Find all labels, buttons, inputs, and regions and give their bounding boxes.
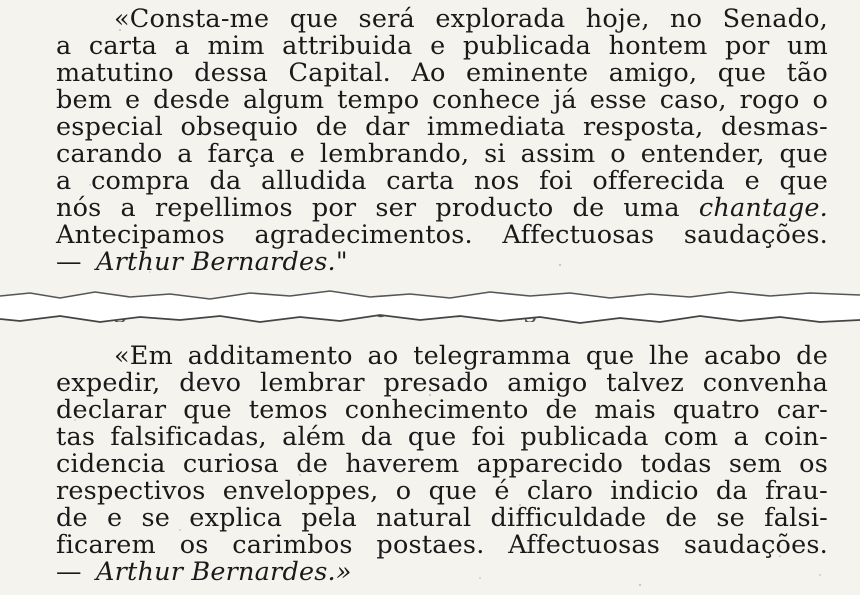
text-line: «Consta-me que será explorada hoje, no Senado,: [114, 4, 828, 34]
text-segment: nós a repellimos por ser producto de uma: [56, 193, 680, 223]
telegram-1-block: [0, 0, 860, 290]
telegram-2-block: [0, 322, 860, 595]
em-dash: —: [56, 247, 82, 277]
signature: Arthur Bernardes.»: [96, 557, 352, 587]
text-line: de e se explica pela natural difficuldade de se falsi-: [56, 503, 828, 533]
text-line: cidencia curiosa de haverem apparecido todas sem os: [56, 449, 828, 479]
text-line: declarar que temos conhecimento de mais quatro car-: [56, 395, 828, 425]
italic-word: chantage.: [698, 193, 828, 223]
text-line: ficarem os carimbos postaes. Affectuosas saudações.: [56, 530, 828, 560]
signature-line: [56, 559, 456, 585]
text-line: a carta a mim attribuida e publicada hontem por um: [56, 31, 828, 61]
text-line: a compra da alludida carta nos foi offerecida e que: [56, 166, 828, 196]
em-dash: —: [56, 557, 82, 587]
text-line: respectivos enveloppes, o que é claro indicio da frau-: [56, 476, 828, 506]
text-line: «Em additamento ao telegramma que lhe acabo de: [114, 341, 828, 371]
signature: Arthur Bernardes.": [96, 247, 348, 277]
text-line: matutino dessa Capital. Ao eminente amigo, que tão: [56, 58, 828, 88]
text-line: especial obsequio de dar immediata resposta, desmas-: [56, 112, 828, 142]
text-line: tas falsificadas, além da que foi publicada com a coin-: [56, 422, 828, 452]
signature-line: [56, 249, 456, 275]
text-line: bem e desde algum tempo conhece já esse caso, rogo o: [56, 85, 828, 115]
text-line: [56, 195, 828, 221]
text-line: Antecipamos agradecimentos. Affectuosas saudações.: [56, 220, 828, 250]
text-line: carando a farça e lembrando, si assim o entender, que: [56, 139, 828, 169]
text-line: expedir, devo lembrar presado amigo talvez convenha: [56, 368, 828, 398]
